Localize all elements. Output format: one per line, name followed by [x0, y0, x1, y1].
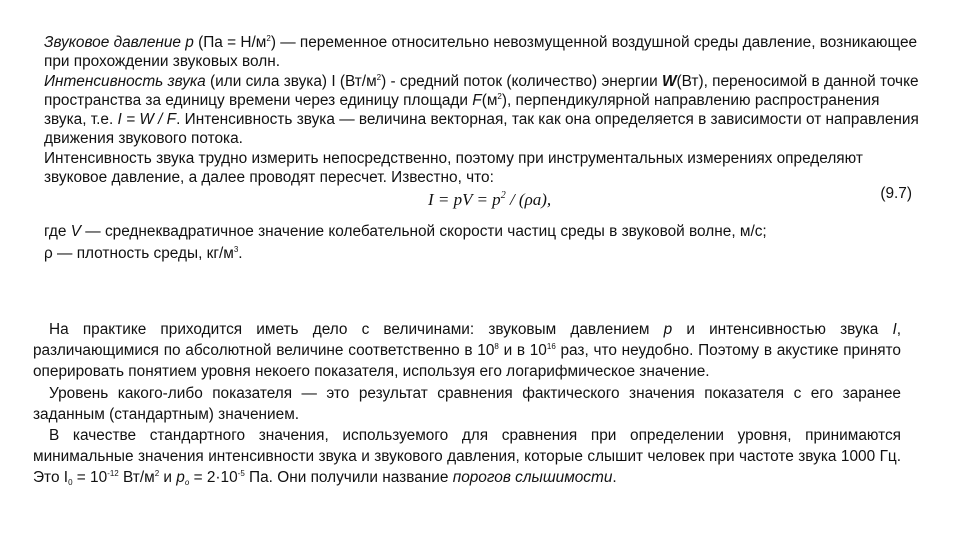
definitions-block [44, 33, 924, 265]
term-sound-pressure: Звуковое давление [44, 34, 181, 51]
levels-block [33, 319, 901, 489]
paragraph-level-definition: Уровень какого-либо показателя — это результат сравнения фактического значения показателя с его заранее заданным (стандартным) значением. [33, 384, 901, 423]
paragraph-practice: На практике приходится иметь дело с величинами: звуковым давлением p и интенсивностью звука I, различающимися по абсолютной величине соответственно в $10^8$ и в $10^{16}$ раз, что неудобно. Поэтому в акустике принято оперировать понятием уровня некоего показателя, используя его логарифмическое значение. [33, 321, 901, 381]
term-hearing-threshold: порогов слышимости [452, 469, 613, 487]
paragraph-measurement: Интенсивность звука трудно измерить непосредственно, поэтому при инструментальных измерениях определяют звуковое давление, а далее проводят пересчет. Известно, что: [44, 149, 863, 187]
paragraph-sound-pressure: Звуковое давление p $(Па = Н/м^2)$ — переменное относительно невозмущенной воздушной среды давление, возникающее при прохождении звуковых волн. [44, 34, 918, 71]
paragraph-sound-intensity: Интенсивность звука (или сила звука) I $(Вт/м^2)$ - средний поток (количество) энергии W(Вт), переносимой в данной точке пространства за единицу времени через единицу площади $F(м^2)$, перпендикулярной направлению распространения звука, т.е. I = W / F. Интенсивность звука — величина векторная, так как она определяется в зависимости от направления движения звукового потока. [44, 72, 919, 148]
equation-number: (9.7) [880, 185, 912, 203]
equation-formula: I = pV = $p^2 / (\rho a)$, [428, 190, 552, 210]
definition-velocity: где V — среднеквадратичное значение колебательной скорости частиц среды в звуковой волне, м/с; [44, 223, 767, 241]
inline-formula: I = W / F [117, 111, 177, 129]
variable-definitions [44, 221, 924, 265]
term-sound-intensity: Интенсивность звука [44, 72, 206, 90]
paragraph-threshold: В качестве стандартного значения, используемого для сравнения при определении уровня, принимаются минимальные значения интенсивности звука и звукового давления, которые слышит человек при частоте звука 1000 Гц. Это $I_0 = 10^{-12}$ $Вт/м^2$ и $p_o = 2\cdot 10^{-5}$ Па. Они получили название порогов слышимости. [33, 427, 901, 488]
definition-density: ρ — плотность среды, $кг/м^3$. [44, 245, 243, 263]
equation-row [44, 187, 924, 217]
